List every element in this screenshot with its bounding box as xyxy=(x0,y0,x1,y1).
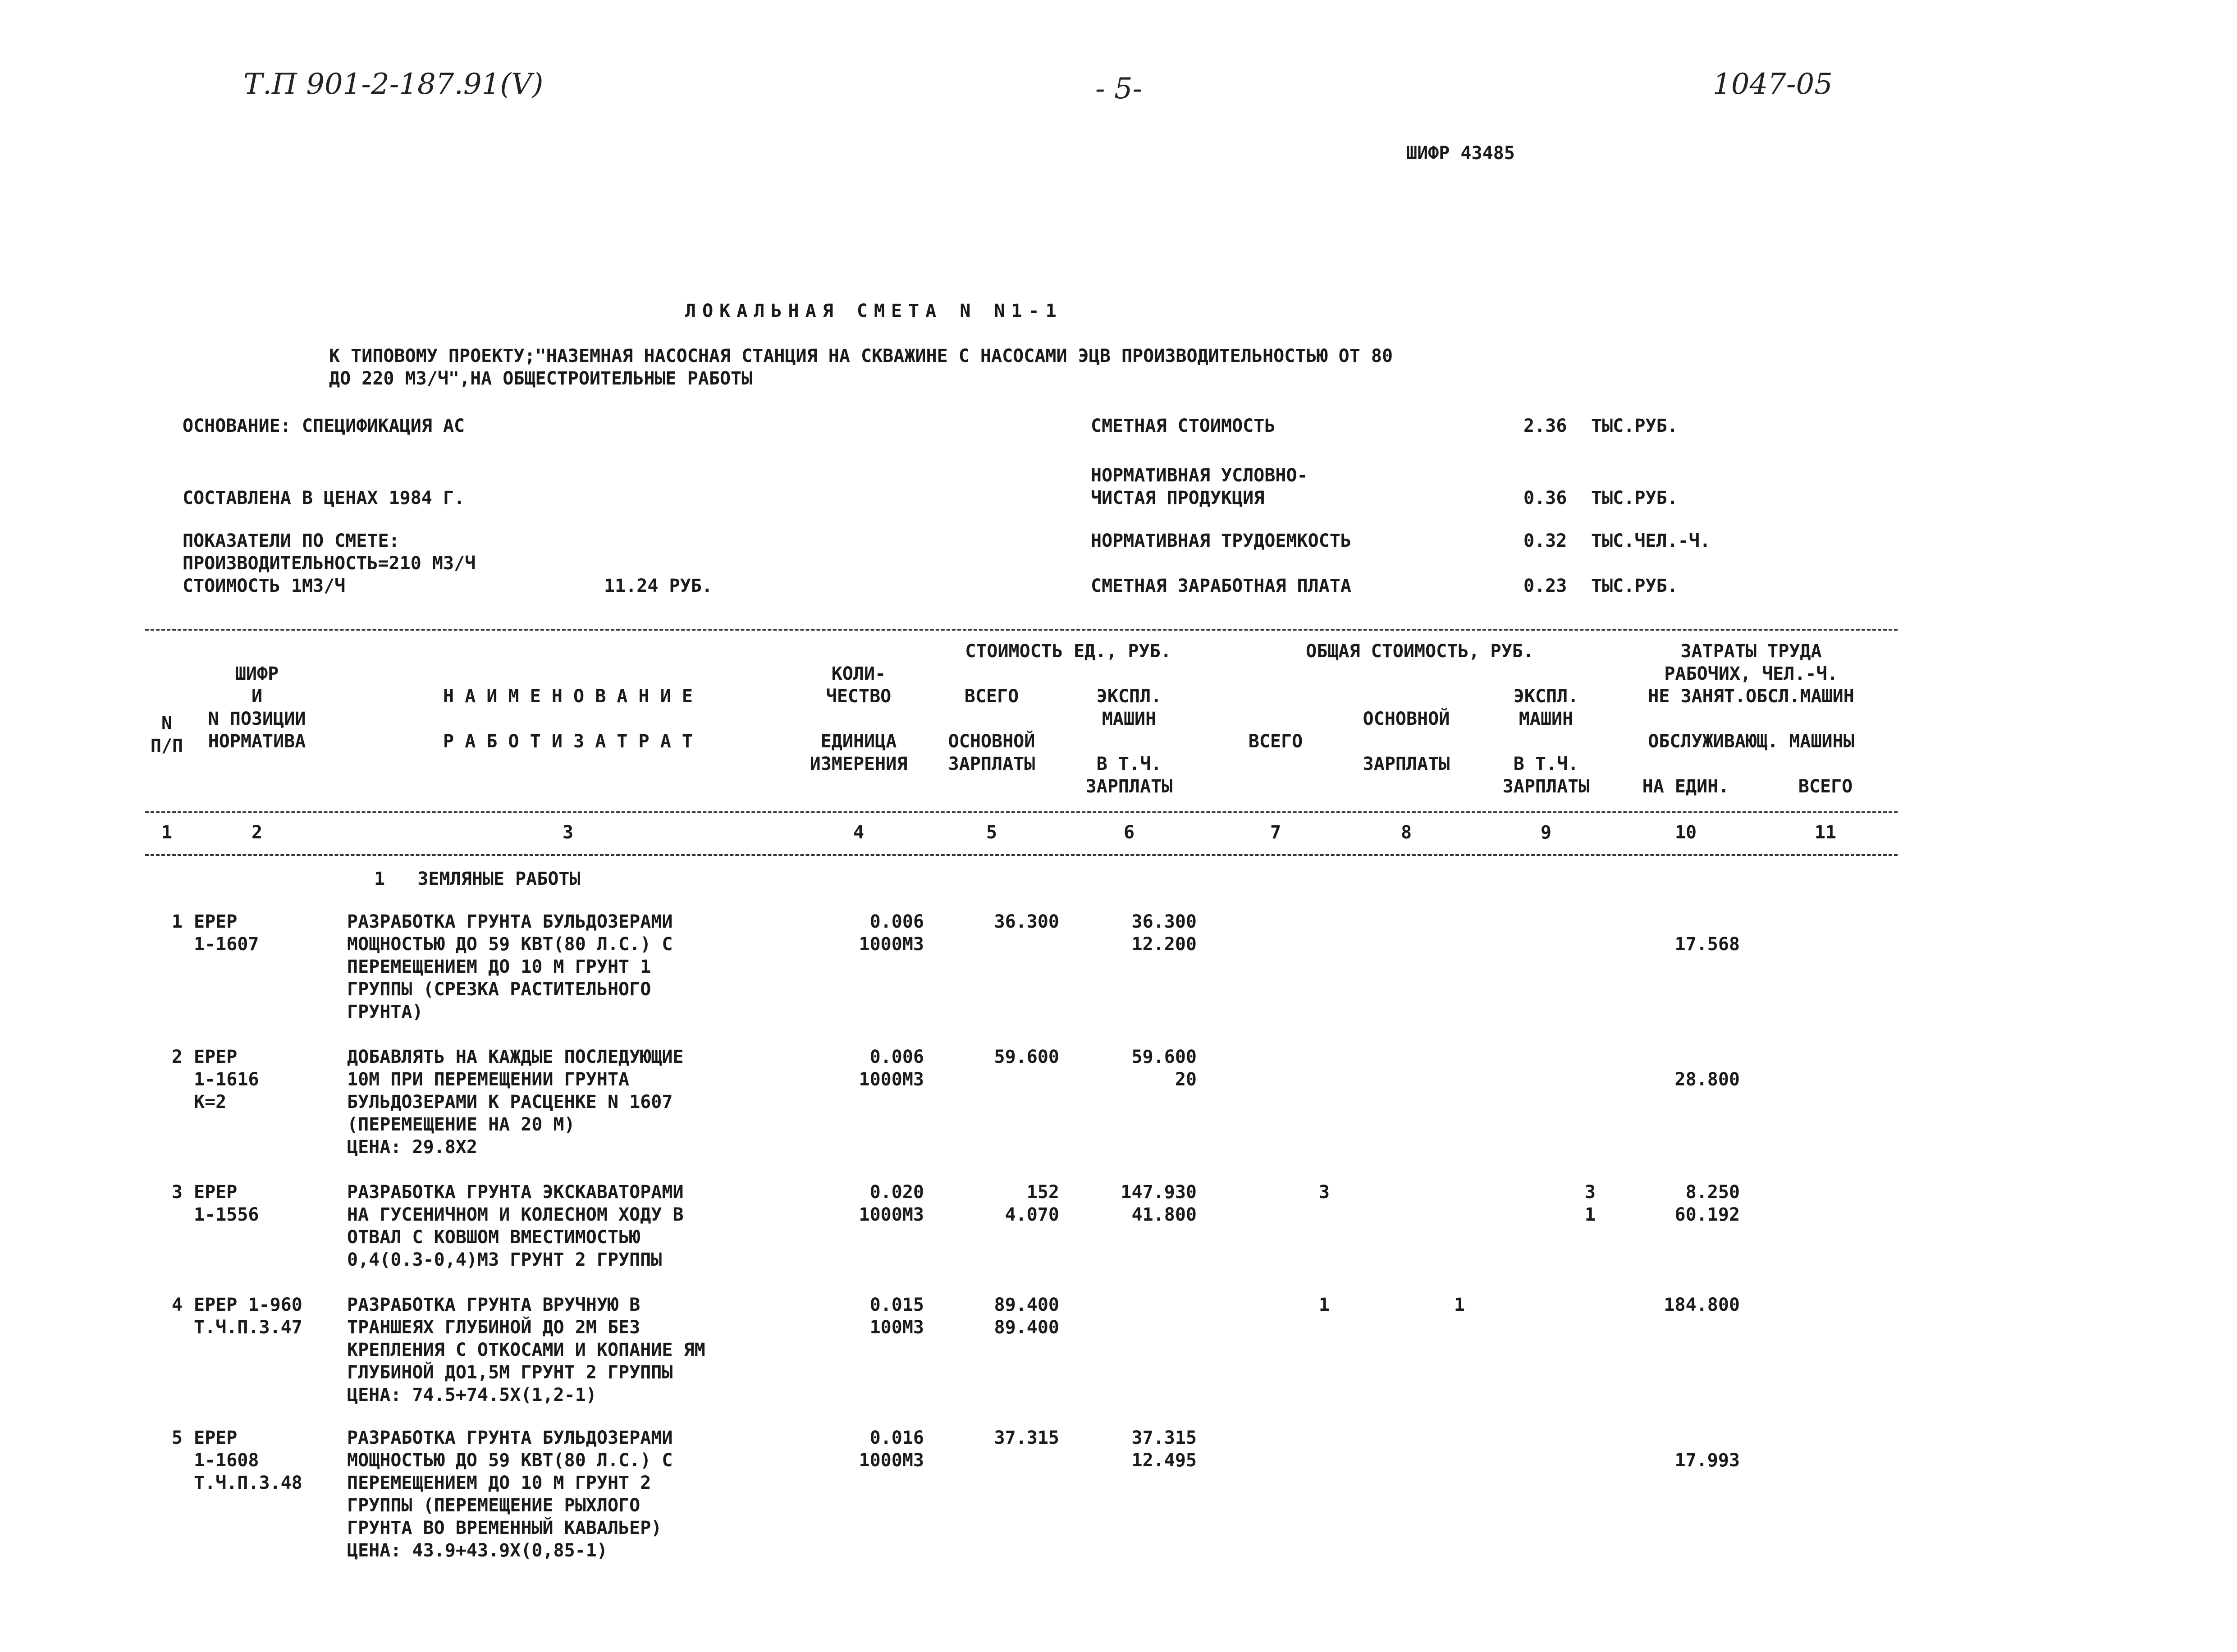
col-number: 6 xyxy=(1123,822,1135,843)
net-product-value: 0.36 xyxy=(1523,488,1567,508)
row-unit-total: 152 4.070 xyxy=(1005,1182,1059,1225)
col-number: 7 xyxy=(1270,822,1281,843)
labor-intensity-unit: ТЫС.ЧЕЛ.-Ч. xyxy=(1591,531,1711,551)
row-code: ЕРЕР 1-1616 К=2 xyxy=(194,1047,259,1112)
col-number: 4 xyxy=(853,822,865,843)
estimated-cost-unit: ТЫС.РУБ. xyxy=(1591,416,1678,436)
table-rule-header-bottom xyxy=(145,811,1898,813)
row-unit-total: 59.600 xyxy=(994,1047,1059,1067)
wage-fund-label: СМЕТНАЯ ЗАРАБОТНАЯ ПЛАТА xyxy=(1091,576,1351,596)
estimated-cost-label: СМЕТНАЯ СТОИМОСТЬ xyxy=(1091,416,1276,436)
row-labor-unit: 8.250 60.192 xyxy=(1674,1182,1740,1225)
row-num: 4 xyxy=(171,1295,183,1315)
col-number: 3 xyxy=(562,822,574,843)
header-unit-total: ВСЕГО ОСНОВНОЙ ЗАРПЛАТЫ xyxy=(948,686,1035,774)
header-labor-sub: ОБСЛУЖИВАЮЩ. МАШИНЫ xyxy=(1648,731,1854,752)
row-num: 3 xyxy=(171,1182,183,1203)
col-number: 5 xyxy=(986,822,997,843)
row-code: ЕРЕР 1-960 Т.Ч.П.3.47 xyxy=(194,1295,302,1338)
row-labor-unit: 17.993 xyxy=(1674,1450,1740,1471)
col-number: 10 xyxy=(1674,822,1697,843)
row-name: РАЗРАБОТКА ГРУНТА БУЛЬДОЗЕРАМИ МОЩНОСТЬЮ ДО 59 КВТ(80 Л.С.) С ПЕРЕМЕЩЕНИЕМ ДО 10 М ГРУНТ 1 ГРУППЫ (СРЕЗКА РАСТИТЕЛЬНОГО ГРУНТА) xyxy=(347,911,673,1022)
header-labor-total: ВСЕГО xyxy=(1798,776,1853,797)
row-unit-total: 37.315 xyxy=(994,1428,1059,1448)
row-labor-unit: 184.800 xyxy=(1664,1295,1740,1315)
col-number: 2 xyxy=(251,822,263,843)
header-total-cost-group: ОБЩАЯ СТОИМОСТЬ, РУБ. xyxy=(1306,641,1534,662)
header-labor-unit: НА ЕДИН. xyxy=(1642,776,1729,797)
net-product-label: НОРМАТИВНАЯ УСЛОВНО- ЧИСТАЯ ПРОДУКЦИЯ xyxy=(1091,465,1308,508)
indicators-line-2: ПРОИЗВОДИТЕЛЬНОСТЬ=210 М3/Ч xyxy=(183,553,476,574)
row-name: РАЗРАБОТКА ГРУНТА БУЛЬДОЗЕРАМИ МОЩНОСТЬЮ ДО 59 КВТ(80 Л.С.) С ПЕРЕМЕЩЕНИЕМ ДО 10 М ГРУНТ 2 ГРУППЫ (ПЕРЕМЕЩЕНИЕ РЫХЛОГО ГРУНТА ВО ВРЕМЕННЫЙ КАВАЛЬЕР) ЦЕНА: 43.9+43.9Х(0,85-1) xyxy=(347,1428,673,1561)
col-number: 8 xyxy=(1400,822,1412,843)
document-code: Т.П 901-2-187.91(V) xyxy=(243,68,544,101)
page-number: - 5- xyxy=(1095,72,1143,105)
row-num: 2 xyxy=(171,1047,183,1067)
archive-number: 1047-05 xyxy=(1713,68,1833,101)
row-name: РАЗРАБОТКА ГРУНТА ЭКСКАВАТОРАМИ НА ГУСЕНИЧНОМ И КОЛЕСНОМ ХОДУ В ОТВАЛ С КОВШОМ ВМЕСТИМОСТЬЮ 0,4(0.3-0,4)М3 ГРУНТ 2 ГРУППЫ xyxy=(347,1182,684,1270)
basis-label: ОСНОВАНИЕ: СПЕЦИФИКАЦИЯ АС xyxy=(183,416,465,436)
row-labor-unit: 28.800 xyxy=(1674,1069,1740,1090)
row-unit-machine: 36.300 12.200 xyxy=(1131,911,1197,955)
estimated-cost-value: 2.36 xyxy=(1523,416,1567,436)
header-total-base: ОСНОВНОЙ ЗАРПЛАТЫ xyxy=(1363,709,1450,774)
wage-fund-unit: ТЫС.РУБ. xyxy=(1591,576,1678,596)
header-col-code: ШИФР И N ПОЗИЦИИ НОРМАТИВА xyxy=(208,664,306,752)
table-rule-numbers-bottom xyxy=(145,854,1898,856)
header-labor-group: ЗАТРАТЫ ТРУДА РАБОЧИХ, ЧЕЛ.-Ч. НЕ ЗАНЯТ.ОБСЛ.МАШИН xyxy=(1648,641,1854,707)
row-qty: 0.006 1000М3 xyxy=(859,911,924,955)
header-col-qty: КОЛИ- ЧЕСТВО ЕДИНИЦА ИЗМЕРЕНИЯ xyxy=(810,664,908,774)
row-unit-machine: 59.600 20 xyxy=(1131,1047,1197,1090)
row-total-all: 3 xyxy=(1318,1182,1330,1203)
header-total-all: ВСЕГО xyxy=(1248,731,1303,752)
col-number: 1 xyxy=(161,822,173,843)
row-qty: 0.016 1000М3 xyxy=(859,1428,924,1471)
row-num: 5 xyxy=(171,1428,183,1448)
wage-fund-value: 0.23 xyxy=(1523,576,1567,596)
table-rule-top xyxy=(145,629,1898,631)
cipher-label: ШИФР 43485 xyxy=(1406,143,1515,164)
header-unit-cost-group: СТОИМОСТЬ ЕД., РУБ. xyxy=(965,641,1171,662)
row-labor-unit: 17.568 xyxy=(1674,934,1740,955)
estimate-subtitle-1: К ТИПОВОМУ ПРОЕКТУ;"НАЗЕМНАЯ НАСОСНАЯ СТАНЦИЯ НА СКВАЖИНЕ С НАСОСАМИ ЭЦВ ПРОИЗВОДИТЕЛЬНОСТЬЮ ОТ 80 xyxy=(329,346,1393,366)
row-unit-total: 89.400 89.400 xyxy=(994,1295,1059,1338)
labor-intensity-value: 0.32 xyxy=(1523,531,1567,551)
estimate-subtitle-2: ДО 220 М3/Ч",НА ОБЩЕСТРОИТЕЛЬНЫЕ РАБОТЫ xyxy=(329,368,753,389)
row-unit-machine: 147.930 41.800 xyxy=(1121,1182,1197,1225)
col-number: 9 xyxy=(1540,822,1552,843)
row-code: ЕРЕР 1-1556 xyxy=(194,1182,259,1225)
row-num: 1 xyxy=(171,911,183,932)
row-qty: 0.006 1000М3 xyxy=(859,1047,924,1090)
header-col-num: N П/П xyxy=(150,713,183,756)
row-total-all: 1 xyxy=(1318,1295,1330,1315)
header-unit-machine: ЭКСПЛ. МАШИН В Т.Ч. ЗАРПЛАТЫ xyxy=(1085,686,1173,797)
row-unit-machine: 37.315 12.495 xyxy=(1131,1428,1197,1471)
row-code: ЕРЕР 1-1608 Т.Ч.П.3.48 xyxy=(194,1428,302,1493)
row-unit-total: 36.300 xyxy=(994,911,1059,932)
indicators-value: 11.24 РУБ. xyxy=(604,576,713,596)
header-total-machine: ЭКСПЛ. МАШИН В Т.Ч. ЗАРПЛАТЫ xyxy=(1502,686,1590,797)
header-col-name: Н А И М Е Н О В А Н И Е Р А Б О Т И З А Т Р А Т xyxy=(443,686,693,752)
row-total-machine: 3 1 xyxy=(1584,1182,1596,1225)
row-qty: 0.020 1000М3 xyxy=(859,1182,924,1225)
row-name: РАЗРАБОТКА ГРУНТА ВРУЧНУЮ В ТРАНШЕЯХ ГЛУБИНОЙ ДО 2М БЕЗ КРЕПЛЕНИЯ С ОТКОСАМИ И КОПАНИЕ ЯМ ГЛУБИНОЙ ДО1,5М ГРУНТ 2 ГРУППЫ ЦЕНА: 74.5+74.5Х(1,2-1) xyxy=(347,1295,705,1405)
col-number: 11 xyxy=(1814,822,1837,843)
indicators-line-1: ПОКАЗАТЕЛИ ПО СМЕТЕ: xyxy=(183,531,400,551)
row-code: ЕРЕР 1-1607 xyxy=(194,911,259,955)
estimate-title: ЛОКАЛЬНАЯ СМЕТА N N1-1 xyxy=(685,301,1063,321)
section-title: 1 ЗЕМЛЯНЫЕ РАБОТЫ xyxy=(374,869,581,889)
labor-intensity-label: НОРМАТИВНАЯ ТРУДОЕМКОСТЬ xyxy=(1091,531,1351,551)
net-product-unit: ТЫС.РУБ. xyxy=(1591,488,1678,508)
prices-label: СОСТАВЛЕНА В ЦЕНАХ 1984 Г. xyxy=(183,488,465,508)
row-qty: 0.015 100М3 xyxy=(869,1295,924,1338)
row-total-base: 1 xyxy=(1454,1295,1465,1315)
row-name: ДОБАВЛЯТЬ НА КАЖДЫЕ ПОСЛЕДУЮЩИЕ 10М ПРИ ПЕРЕМЕЩЕНИИ ГРУНТА БУЛЬДОЗЕРАМИ К РАСЦЕНКЕ N 1607 (ПЕРЕМЕЩЕНИЕ НА 20 М) ЦЕНА: 29.8Х2 xyxy=(347,1047,684,1158)
indicators-line-3: СТОИМОСТЬ 1М3/Ч xyxy=(183,576,346,596)
